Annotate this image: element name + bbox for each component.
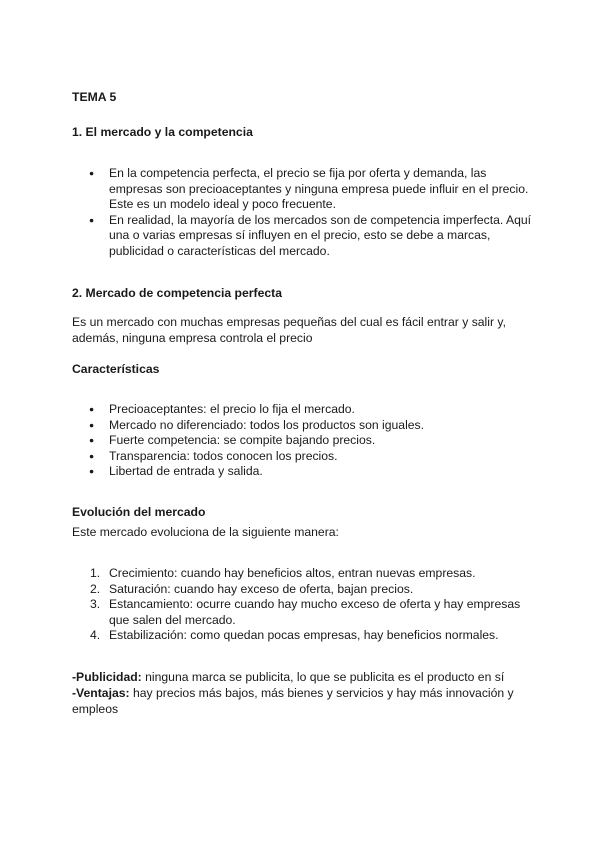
list-item (72, 166, 542, 213)
list-item-text: Transparencia: todos conocen los precios. (109, 448, 338, 463)
ventajas-note (72, 686, 542, 717)
list-item (72, 628, 542, 644)
section2-intro: Es un mercado con muchas empresas pequeñas del cual es fácil entrar y salir y, además, ninguna empresa controla el precio (72, 315, 506, 345)
list-item-text: En realidad, la mayoría de los mercados son de competencia imperfecta. Aquí una o varias empresas sí influyen en el precio, esto se debe a marcas, publicidad o características del mercado. (109, 212, 532, 258)
evolucion-heading: Evolución del mercado (72, 505, 206, 519)
list-item-text: Saturación: cuando hay exceso de oferta, bajan precios. (109, 581, 414, 596)
list-item-text: Libertad de entrada y salida. (109, 464, 263, 479)
list-item (72, 582, 542, 598)
list-item-text: Estancamiento: ocurre cuando hay mucho exceso de oferta y hay empresas que salen del mercado. (109, 597, 521, 627)
list-item (72, 433, 542, 449)
caracteristicas-list (72, 402, 542, 480)
caracteristicas-heading: Características (72, 362, 160, 376)
list-item (72, 597, 542, 628)
list-item (72, 449, 542, 465)
list-item (72, 213, 542, 260)
publicidad-label: -Publicidad: (72, 670, 142, 684)
list-item (72, 566, 542, 582)
list-item-text: Fuerte competencia: se compite bajando precios. (109, 433, 376, 448)
list-item-text: Crecimiento: cuando hay beneficios altos, entran nuevas empresas. (109, 566, 476, 580)
publicidad-note (72, 670, 542, 686)
page-title: TEMA 5 (72, 90, 117, 104)
list-item (72, 402, 542, 418)
section1-heading: 1. El mercado y la competencia (72, 125, 253, 139)
section1-bullet-list (72, 166, 542, 260)
ventajas-label: -Ventajas: (72, 686, 130, 700)
list-item-text: En la competencia perfecta, el precio se fija por oferta y demanda, las empresas son precioaceptantes y ninguna empresa puede influir en el precio. Este es un modelo ideal y poco frecuente. (109, 166, 529, 212)
list-item (72, 464, 542, 480)
list-number: 3. (90, 597, 101, 612)
evolucion-numbered-list (72, 566, 542, 644)
list-item (72, 418, 542, 434)
list-item-text: Mercado no diferenciado: todos los productos son iguales. (109, 417, 425, 432)
publicidad-text: ninguna marca se publicita, lo que se publicita es el producto en sí (141, 670, 505, 684)
list-number: 1. (90, 566, 101, 580)
list-number: 2. (90, 581, 101, 596)
list-item-text: Precioaceptantes: el precio lo fija el mercado. (109, 402, 355, 416)
list-item-text: Estabilización: como quedan pocas empresas, hay beneficios normales. (109, 628, 499, 643)
list-number: 4. (90, 628, 101, 643)
section2-heading: 2. Mercado de competencia perfecta (72, 286, 282, 300)
evolucion-intro: Este mercado evoluciona de la siguiente manera: (72, 525, 339, 539)
ventajas-text: hay precios más bajos, más bienes y servicios y hay más innovación y empleos (72, 686, 514, 716)
